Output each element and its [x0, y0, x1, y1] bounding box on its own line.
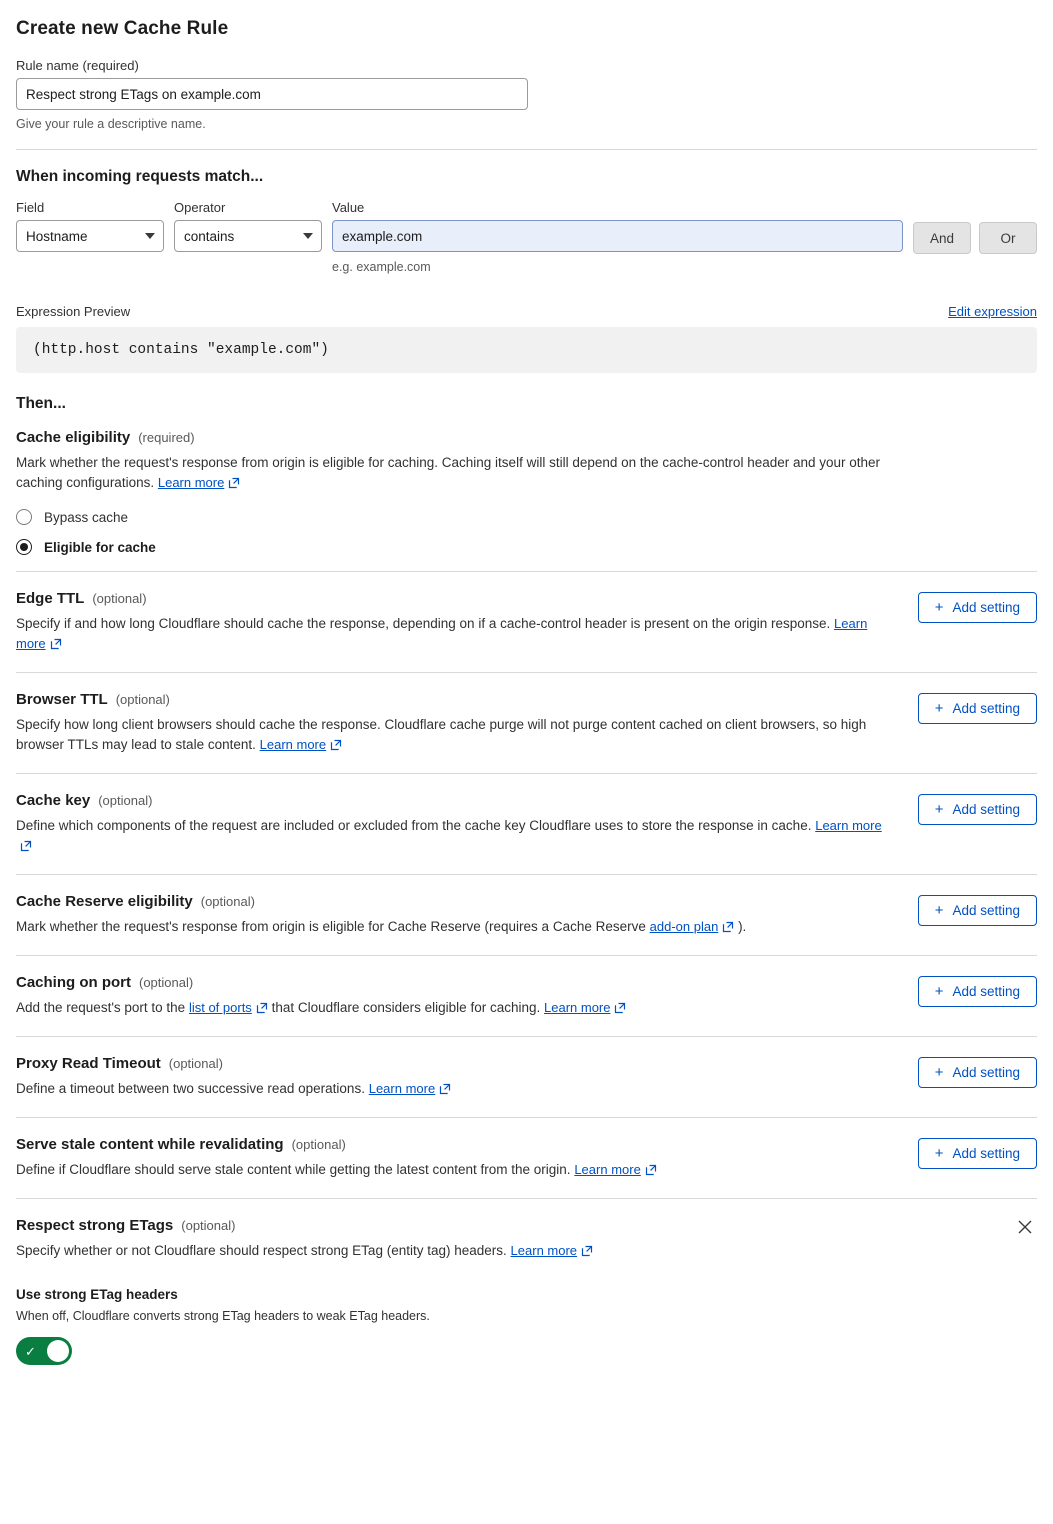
- external-link-icon: [581, 1243, 593, 1263]
- field-select[interactable]: [16, 220, 164, 252]
- add-setting-label: Add setting: [952, 1065, 1020, 1080]
- cache-eligibility-block: [16, 413, 1037, 572]
- add-setting-label: Add setting: [952, 903, 1020, 918]
- external-link-icon: [20, 838, 32, 858]
- add-setting-button[interactable]: [918, 1138, 1037, 1169]
- add-setting-button[interactable]: [918, 693, 1037, 724]
- etag-toggle-title: Use strong ETag headers: [16, 1287, 178, 1302]
- operator-select[interactable]: [174, 220, 322, 252]
- radio-selected-icon: [16, 539, 32, 555]
- setting-optional-tag: (optional): [115, 692, 170, 707]
- rule-name-label: Rule name (required): [16, 58, 139, 73]
- expression-preview-box: (http.host contains "example.com"): [16, 327, 1037, 373]
- setting-edge-ttl: [16, 572, 1037, 673]
- rule-name-help: Give your rule a descriptive name.: [16, 117, 206, 131]
- add-setting-button[interactable]: [918, 976, 1037, 1007]
- add-setting-button[interactable]: [918, 794, 1037, 825]
- value-input[interactable]: [332, 220, 903, 252]
- add-setting-button[interactable]: [918, 592, 1037, 623]
- setting-optional-tag: (optional): [139, 975, 194, 990]
- learn-more-link[interactable]: Learn more: [815, 818, 882, 833]
- add-setting-button[interactable]: [918, 895, 1037, 926]
- cache-eligibility-required-tag: (required): [138, 430, 195, 445]
- plus-icon: +: [934, 700, 944, 717]
- plus-icon: +: [934, 801, 944, 818]
- setting-title: Edge TTL: [16, 590, 85, 607]
- setting-optional-tag: (optional): [291, 1137, 346, 1152]
- cache-eligibility-description: [16, 453, 896, 495]
- setting-serve-stale-content: [16, 1118, 1037, 1199]
- expression-preview-label: Expression Preview: [16, 304, 131, 319]
- add-on-plan-link[interactable]: add-on plan: [649, 919, 719, 934]
- setting-description-text: Define which components of the request are included or excluded from the cache key Cloudflare uses to store the response in cache.: [16, 818, 812, 833]
- edit-expression-link[interactable]: Edit expression: [948, 304, 1037, 319]
- setting-description: [16, 1079, 896, 1101]
- field-label: Field: [16, 200, 45, 215]
- setting-cache-key: [16, 774, 1037, 875]
- setting-title: Cache Reserve eligibility: [16, 893, 193, 910]
- setting-optional-tag: (optional): [168, 1056, 223, 1071]
- add-setting-label: Add setting: [952, 802, 1020, 817]
- setting-description-text: Mark whether the request's response from origin is eligible for Cache Reserve (requires a Cache Reserve: [16, 919, 646, 934]
- setting-respect-strong-etags: [16, 1199, 1037, 1381]
- setting-title: Browser TTL: [16, 691, 108, 708]
- setting-description: [16, 917, 896, 939]
- radio-bypass-cache[interactable]: [16, 509, 1037, 525]
- setting-caching-on-port: [16, 956, 1037, 1037]
- value-label: Value: [332, 200, 365, 215]
- setting-title: Cache key: [16, 792, 91, 809]
- logic-buttons: [913, 200, 1037, 254]
- setting-description: [16, 1160, 896, 1182]
- setting-description: [16, 998, 896, 1020]
- external-link-icon: [439, 1081, 451, 1101]
- or-button[interactable]: Or: [979, 222, 1037, 254]
- etag-toggle-description: When off, Cloudflare converts strong ETag headers to weak ETag headers.: [16, 1309, 430, 1323]
- setting-description: [16, 1241, 896, 1263]
- external-link-icon: [645, 1162, 657, 1182]
- toggle-knob: [47, 1340, 69, 1362]
- operator-column: [174, 200, 322, 252]
- setting-description-text-after: ).: [738, 919, 747, 934]
- value-column: [332, 200, 903, 274]
- setting-optional-tag: (optional): [181, 1218, 236, 1233]
- radio-bypass-cache-label: Bypass cache: [44, 509, 129, 525]
- divider: [16, 149, 1037, 150]
- setting-optional-tag: (optional): [92, 591, 147, 606]
- learn-more-link[interactable]: Learn more: [16, 616, 868, 651]
- setting-cache-reserve-eligibility: [16, 875, 1037, 956]
- setting-description: [16, 715, 896, 757]
- add-setting-button[interactable]: [918, 1057, 1037, 1088]
- plus-icon: +: [934, 599, 944, 616]
- radio-icon: [16, 509, 32, 525]
- field-column: [16, 200, 164, 252]
- setting-description-text: Specify if and how long Cloudflare should cache the response, depending on if a cache-control header is present on the origin response.: [16, 616, 831, 631]
- learn-more-link[interactable]: Learn more: [510, 1243, 578, 1258]
- setting-browser-ttl: [16, 673, 1037, 774]
- learn-more-link[interactable]: Learn more: [259, 737, 327, 752]
- plus-icon: +: [934, 902, 944, 919]
- external-link-icon: [722, 919, 734, 939]
- setting-description: [16, 816, 896, 858]
- add-setting-label: Add setting: [952, 984, 1020, 999]
- learn-more-link[interactable]: Learn more: [368, 1081, 436, 1096]
- page-title: Create new Cache Rule: [16, 18, 229, 39]
- setting-title: Caching on port: [16, 974, 131, 991]
- external-link-icon: [330, 737, 342, 757]
- value-hint: e.g. example.com: [332, 260, 431, 274]
- add-setting-label: Add setting: [952, 701, 1020, 716]
- external-link-icon: [50, 636, 62, 656]
- setting-title: Proxy Read Timeout: [16, 1055, 161, 1072]
- add-setting-label: Add setting: [952, 600, 1020, 615]
- setting-title: Respect strong ETags: [16, 1217, 174, 1234]
- and-button[interactable]: And: [913, 222, 971, 254]
- rule-name-group: [16, 58, 1037, 131]
- learn-more-link[interactable]: Learn more: [157, 475, 225, 490]
- external-link-icon: [614, 1000, 626, 1020]
- plus-icon: +: [934, 1145, 944, 1162]
- plus-icon: +: [934, 983, 944, 1000]
- setting-description-text: Define a timeout between two successive read operations.: [16, 1081, 365, 1096]
- setting-description-text: Add the request's port to the: [16, 1000, 186, 1015]
- setting-description: [16, 614, 896, 656]
- setting-optional-tag: (optional): [98, 793, 153, 808]
- setting-description-text: Specify whether or not Cloudflare should respect strong ETag (entity tag) headers.: [16, 1243, 507, 1258]
- cache-eligibility-head: [16, 429, 1037, 446]
- setting-proxy-read-timeout: [16, 1037, 1037, 1118]
- rule-name-input[interactable]: [16, 78, 528, 110]
- match-section-title: When incoming requests match...: [16, 168, 264, 185]
- plus-icon: +: [934, 1064, 944, 1081]
- list-of-ports-link[interactable]: list of ports: [188, 1000, 252, 1015]
- setting-description-text-after: that Cloudflare considers eligible for caching.: [271, 1000, 541, 1015]
- learn-more-link[interactable]: Learn more: [574, 1162, 641, 1177]
- setting-title: Serve stale content while revalidating: [16, 1136, 284, 1153]
- setting-description-text: Specify how long client browsers should cache the response. Cloudflare cache purge will not purge content cached on client browsers, so high browser TTLs may lead to stale content.: [16, 717, 867, 752]
- radio-eligible-for-cache[interactable]: [16, 539, 1037, 555]
- cache-eligibility-description-text: Mark whether the request's response from origin is eligible for caching. Caching itself will still depend on the cache-control header and your other caching configurations.: [16, 455, 881, 490]
- setting-optional-tag: (optional): [200, 894, 255, 909]
- add-setting-label: Add setting: [952, 1146, 1020, 1161]
- setting-description-text: Define if Cloudflare should serve stale content while getting the latest content from the origin.: [16, 1162, 571, 1177]
- etag-toggle[interactable]: [16, 1337, 72, 1365]
- operator-label: Operator: [174, 200, 226, 215]
- cache-eligibility-title: Cache eligibility: [16, 429, 131, 446]
- close-icon[interactable]: [1015, 1217, 1035, 1237]
- then-title: Then...: [16, 395, 66, 412]
- external-link-icon: [256, 1000, 268, 1020]
- learn-more-link[interactable]: Learn more: [544, 1000, 611, 1015]
- match-row: [16, 200, 1037, 274]
- external-link-icon: [228, 475, 240, 495]
- check-icon: ✓: [25, 1343, 36, 1359]
- radio-eligible-for-cache-label: Eligible for cache: [44, 539, 156, 555]
- expression-header: [16, 304, 1037, 319]
